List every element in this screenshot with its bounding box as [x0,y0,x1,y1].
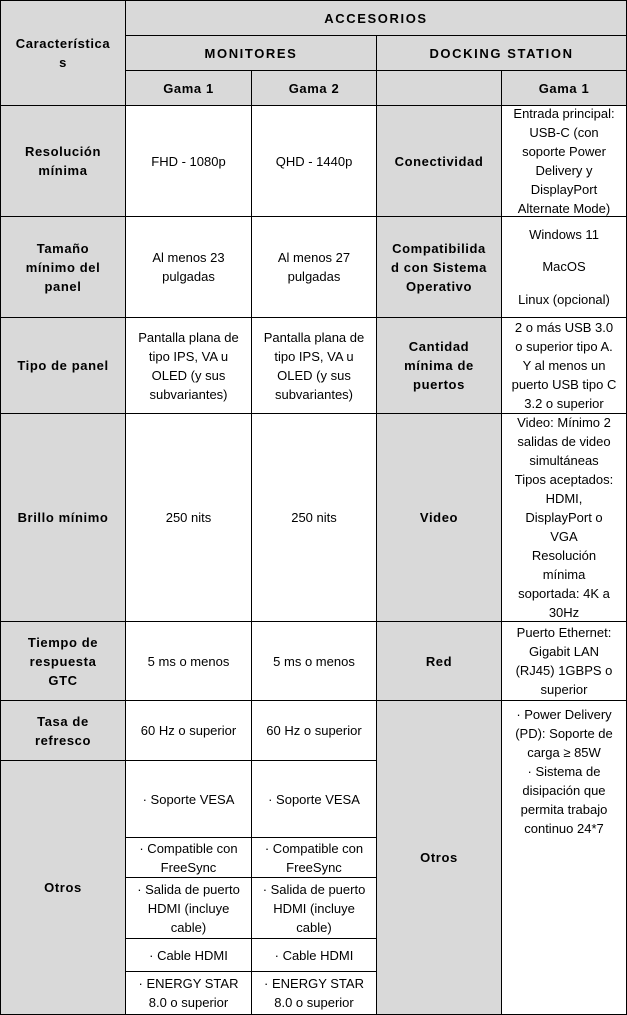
monitor-g2-otros-freesync: · Compatible con FreeSync [251,837,377,878]
monitor-g2-brillo: 250 nits [251,413,377,622]
monitor-g2-tasa-refresco: 60 Hz o superior [251,700,377,761]
dock-label-video: Video [376,413,502,622]
monitor-g2-resolucion: QHD - 1440p [251,105,377,217]
monitor-g2-otros-energy-star: · ENERGY STAR 8.0 o superior [251,971,377,1015]
dock-os-linux: Linux (opcional) [518,292,610,308]
monitor-g2-tiempo-respuesta: 5 ms o menos [251,621,377,701]
row-label-tiempo-respuesta: Tiempo de respuesta GTC [0,621,126,701]
row-label-tipo-panel: Tipo de panel [0,317,126,414]
monitor-g1-resolucion: FHD - 1080p [125,105,252,217]
monitor-g2-tipo-panel: Pantalla plana de tipo IPS, VA u OLED (y sus subvariantes) [251,317,377,414]
dock-val-conectividad: Entrada principal: USB-C (con soporte Power Delivery y DisplayPort Alternate Mode) [501,105,627,217]
monitor-g1-otros-cable-hdmi: · Cable HDMI [125,938,252,972]
header-caracteristicas: Característica s [0,0,126,106]
row-label-brillo: Brillo mínimo [0,413,126,622]
dock-val-otros: · Power Delivery (PD): Soporte de carga ≥ 85W · Sistema de disipación que permita trabajo continuo 24*7 [501,700,627,1015]
monitor-g1-tipo-panel: Pantalla plana de tipo IPS, VA u OLED (y sus subvariantes) [125,317,252,414]
monitor-g1-otros-freesync: · Compatible con FreeSync [125,837,252,878]
header-accesorios: ACCESORIOS [125,0,627,36]
dock-label-conectividad: Conectividad [376,105,502,217]
monitor-g2-otros-vesa: · Soporte VESA [251,760,377,838]
dock-os-windows: Windows 11 [529,226,599,242]
dock-val-puertos: 2 o más USB 3.0 o superior tipo A. Y al menos un puerto USB tipo C 3.2 o superior [501,317,627,414]
monitor-g2-otros-cable-hdmi: · Cable HDMI [251,938,377,972]
monitor-g2-otros-hdmi-port: · Salida de puerto HDMI (incluye cable) [251,877,377,939]
monitor-g1-tiempo-respuesta: 5 ms o menos [125,621,252,701]
monitor-g1-otros-vesa: · Soporte VESA [125,760,252,838]
dock-val-red: Puerto Ethernet: Gigabit LAN (RJ45) 1GBPS o superior [501,621,627,701]
monitor-g1-tamano: Al menos 23 pulgadas [125,216,252,318]
dock-label-otros: Otros [376,700,502,1015]
dock-os-macos: MacOS [542,259,586,275]
dock-label-compatibilidad: Compatibilida d con Sistema Operativo [376,216,502,318]
dock-val-video: Video: Mínimo 2 salidas de video simultáneas Tipos aceptados: HDMI, DisplayPort o VGA Resolución mínima soportada: 4K a 30Hz [501,413,627,622]
row-label-resolucion: Resolución mínima [0,105,126,217]
header-dock-gama-1: Gama 1 [501,70,627,106]
monitor-g1-brillo: 250 nits [125,413,252,622]
monitor-g1-otros-hdmi-port: · Salida de puerto HDMI (incluye cable) [125,877,252,939]
header-monitores: MONITORES [125,35,377,71]
header-monitor-gama-1: Gama 1 [125,70,252,106]
row-label-tamano: Tamaño mínimo del panel [0,216,126,318]
monitor-g1-tasa-refresco: 60 Hz o superior [125,700,252,761]
monitor-g2-tamano: Al menos 27 pulgadas [251,216,377,318]
row-label-tasa-refresco: Tasa de refresco [0,700,126,761]
monitor-g1-otros-energy-star: · ENERGY STAR 8.0 o superior [125,971,252,1015]
dock-label-red: Red [376,621,502,701]
dock-label-puertos: Cantidad mínima de puertos [376,317,502,414]
header-monitor-gama-2: Gama 2 [251,70,377,106]
header-docking-station: DOCKING STATION [376,35,627,71]
dock-val-compatibilidad [501,216,627,318]
row-label-otros: Otros [0,760,126,1015]
header-dock-blank [376,70,502,106]
